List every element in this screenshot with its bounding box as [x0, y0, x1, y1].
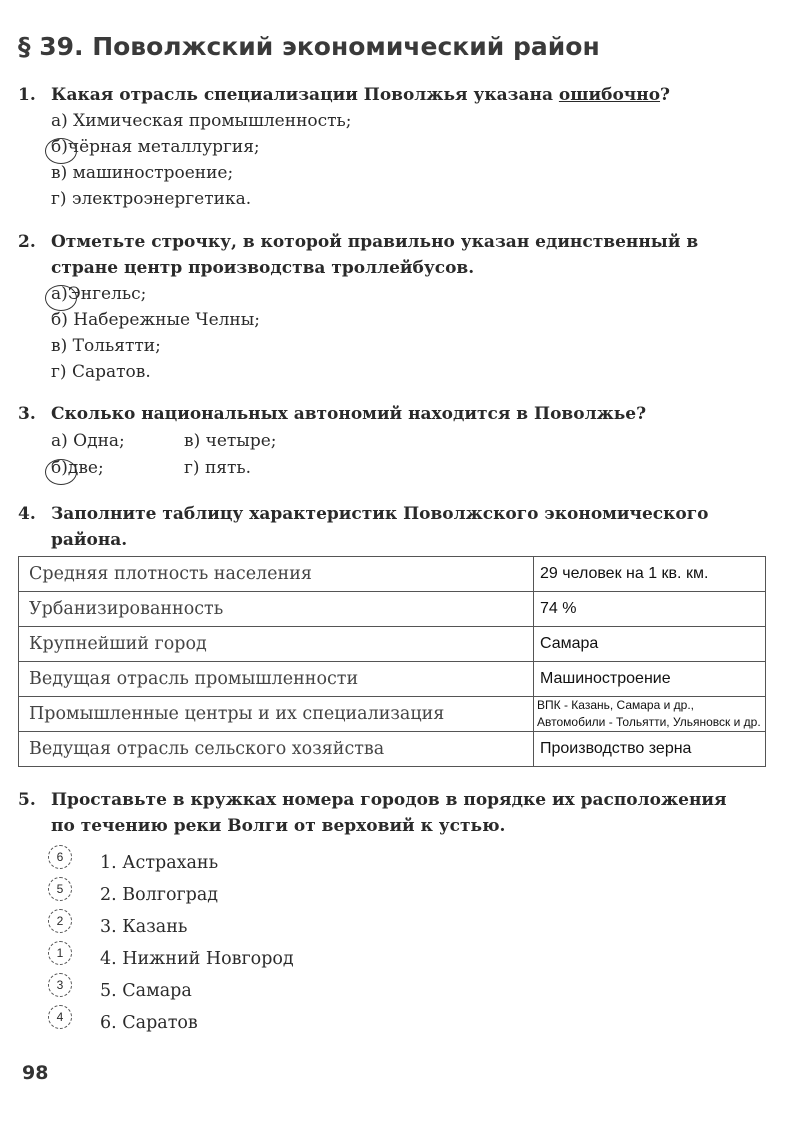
answer-bubble[interactable]: 3: [48, 973, 72, 997]
table-row: [19, 627, 766, 662]
table-row: [19, 592, 766, 627]
row-label: Крупнейший город: [19, 627, 534, 662]
selected-answer-circle: б): [51, 458, 68, 478]
question-1: [18, 82, 775, 108]
table-row: [19, 732, 766, 767]
q2-option-v[interactable]: в) Тольятти;: [51, 336, 161, 356]
row-label: Промышленные центры и их специализация: [19, 697, 534, 732]
q1-option-b[interactable]: [51, 134, 260, 160]
q3-option-b[interactable]: [51, 455, 104, 481]
row-label: Ведущая отрасль сельского хозяйства: [19, 732, 534, 767]
question-text-cont: стране центр производства троллейбусов.: [51, 258, 475, 278]
q1-option-g[interactable]: г) электроэнергетика.: [51, 189, 252, 209]
table-row: [19, 662, 766, 697]
question-mark: ?: [660, 85, 670, 105]
q3-option-v[interactable]: в) четыре;: [184, 431, 277, 451]
row-label: Ведущая отрасль промышленности: [19, 662, 534, 697]
row-value[interactable]: Машиностроение: [534, 662, 766, 697]
table-row: [19, 557, 766, 592]
option-text: Энгельс;: [67, 284, 147, 304]
q2-option-b[interactable]: б) Набережные Челны;: [51, 310, 261, 330]
list-item: [48, 851, 218, 875]
question-number: 5.: [18, 790, 36, 810]
city-label: 2. Волгоград: [100, 885, 219, 905]
question-3: [18, 401, 775, 427]
question-text: Отметьте строчку, в которой правильно указан единственный в: [51, 232, 699, 252]
answer-bubble[interactable]: 2: [48, 909, 72, 933]
question-5: [18, 787, 775, 839]
row-value[interactable]: 29 человек на 1 кв. км.: [534, 557, 766, 592]
row-value[interactable]: Производство зерна: [534, 732, 766, 767]
row-value[interactable]: ВПК - Казань, Самара и др., Автомобили - Тольятти, Ульяновск и др.: [534, 697, 766, 732]
question-text-cont: района.: [51, 530, 128, 550]
q2-option-a[interactable]: [51, 281, 146, 307]
selected-answer-circle: а): [51, 284, 68, 304]
q2-option-g[interactable]: г) Саратов.: [51, 362, 151, 382]
question-text: Сколько национальных автономий находится в Поволжье?: [51, 404, 647, 424]
question-text: Какая отрасль специализации Поволжья указана: [51, 85, 559, 105]
option-text: чёрная металлургия;: [67, 137, 260, 157]
question-text: Проставьте в кружках номера городов в порядке их расположения: [51, 790, 727, 810]
row-value[interactable]: Самара: [534, 627, 766, 662]
characteristics-table: [18, 556, 766, 767]
q3-option-g[interactable]: г) пять.: [184, 458, 252, 478]
answer-bubble[interactable]: 1: [48, 941, 72, 965]
question-number: 2.: [18, 232, 36, 252]
option-text: две;: [67, 458, 104, 478]
row-value[interactable]: 74 %: [534, 592, 766, 627]
q3-option-a[interactable]: а) Одна;: [51, 431, 125, 451]
selected-answer-circle: б): [51, 137, 68, 157]
list-item: [48, 883, 218, 907]
question-4: [18, 501, 775, 553]
city-label: 5. Самара: [100, 981, 192, 1001]
answer-bubble[interactable]: 4: [48, 1005, 72, 1029]
question-text-cont: по течению реки Волги от верховий к устью.: [51, 816, 506, 836]
list-item: [48, 915, 187, 939]
city-label: 6. Саратов: [100, 1013, 198, 1033]
question-text: Заполните таблицу характеристик Поволжского экономического: [51, 504, 709, 524]
q1-option-a[interactable]: а) Химическая промышленность;: [51, 111, 352, 131]
list-item: [48, 947, 294, 971]
question-number: 1.: [18, 85, 36, 105]
list-item: [48, 979, 192, 1003]
list-item: [48, 1011, 198, 1035]
city-label: 1. Астрахань: [100, 853, 219, 873]
question-2: [18, 229, 775, 281]
row-label: Средняя плотность населения: [19, 557, 534, 592]
city-label: 4. Нижний Новгород: [100, 949, 294, 969]
answer-bubble[interactable]: 5: [48, 877, 72, 901]
question-emphasis: ошибочно: [558, 85, 661, 105]
q1-option-v[interactable]: в) машиностроение;: [51, 163, 234, 183]
answer-bubble[interactable]: 6: [48, 845, 72, 869]
city-label: 3. Казань: [100, 917, 188, 937]
question-number: 3.: [18, 404, 36, 424]
question-number: 4.: [18, 504, 36, 524]
table-row: [19, 697, 766, 732]
page-title: § 39. Поволжский экономический район: [18, 32, 600, 61]
row-label: Урбанизированность: [19, 592, 534, 627]
page-number: 98: [22, 1062, 49, 1084]
